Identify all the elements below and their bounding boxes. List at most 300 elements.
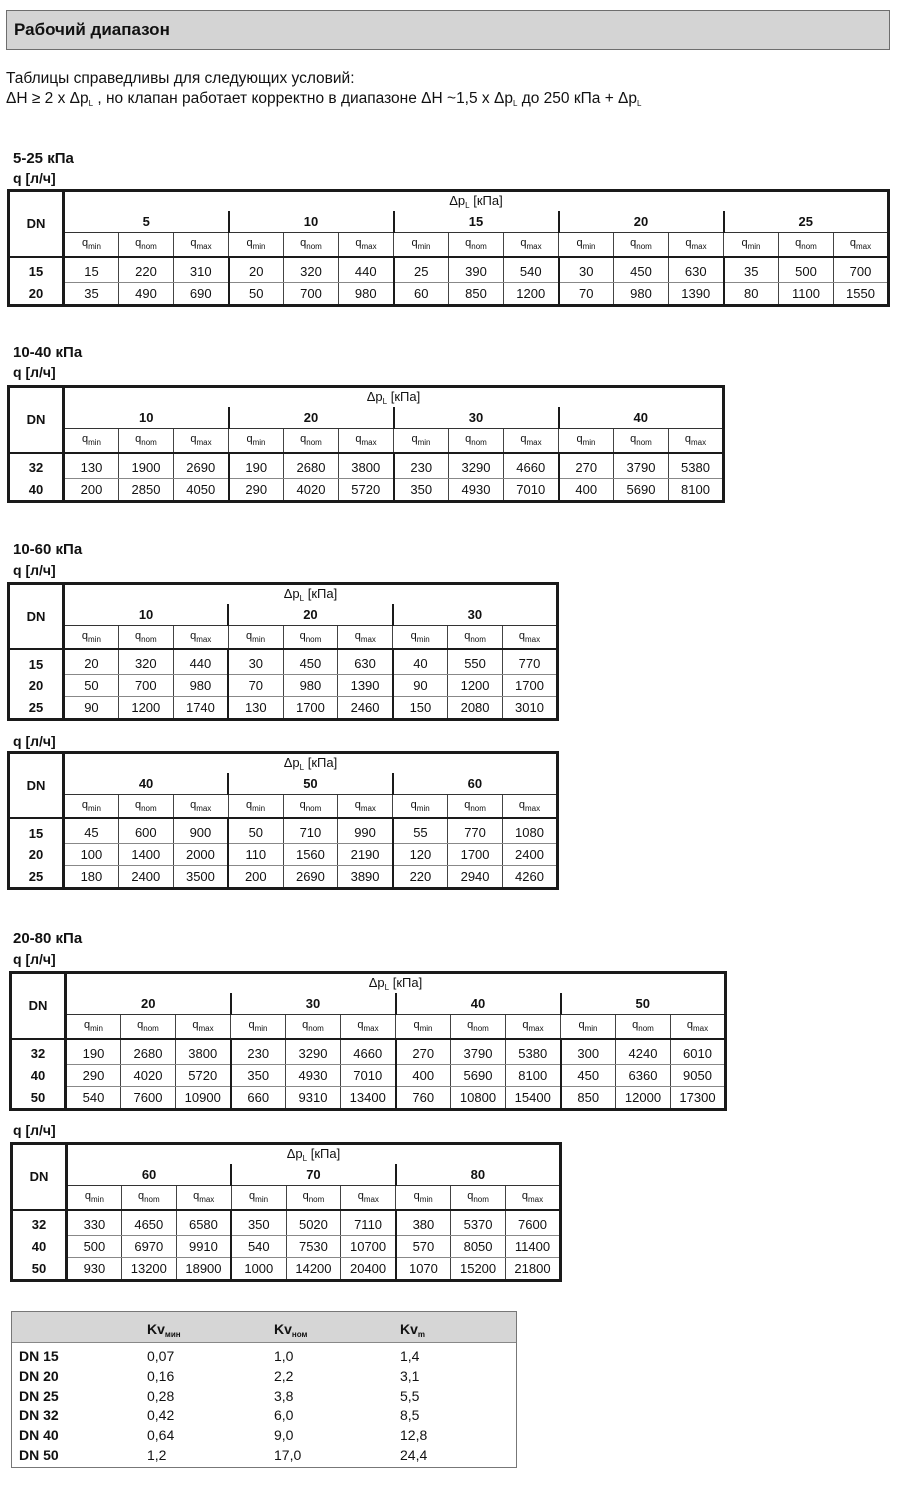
q-max-header: $q_{max}$	[339, 428, 394, 453]
value-cell: 30	[228, 649, 283, 674]
q-max-header: $q_{max}$	[506, 1185, 561, 1210]
dn-cell: 25	[9, 866, 64, 889]
q-max-header: $q_{max}$	[338, 794, 393, 818]
value-cell: 4260	[503, 866, 558, 889]
q-min-header: $q_{min}$	[228, 794, 283, 818]
q-max-header: $q_{max}$	[503, 794, 558, 818]
q-nom-header: $q_{nom}$	[118, 794, 173, 818]
value-cell: 15400	[506, 1086, 561, 1109]
value-cell: 7600	[506, 1210, 561, 1236]
value-cell: 3790	[614, 453, 669, 479]
q-min-header: $q_{min}$	[64, 794, 119, 818]
value-cell: 13200	[121, 1257, 176, 1280]
value-cell: 4660	[504, 453, 559, 479]
kv-value-cell: 6,0	[274, 1407, 294, 1424]
value-cell: 700	[284, 282, 339, 305]
value-cell: 220	[119, 257, 174, 283]
pressure-group-header: 60	[67, 1164, 232, 1185]
value-cell: 450	[561, 1065, 616, 1087]
value-cell: 630	[669, 257, 724, 283]
value-cell: 18900	[176, 1257, 231, 1280]
dpl-header: $\Delta p_L$ [кПа]	[449, 192, 503, 210]
value-cell: 990	[338, 818, 393, 843]
q-unit-label: q [л/ч]	[13, 364, 56, 380]
q-max-header: $q_{max}$	[503, 625, 558, 649]
value-cell: 20400	[341, 1257, 396, 1280]
q-min-header: $q_{min}$	[393, 794, 448, 818]
q-max-header: $q_{max}$	[176, 1185, 231, 1210]
q-min-header: $q_{min}$	[393, 625, 448, 649]
q-max-header: $q_{max}$	[504, 428, 559, 453]
value-cell: 120	[393, 844, 448, 866]
value-cell: 980	[283, 675, 338, 697]
pressure-group-header: 10	[229, 211, 394, 232]
dpl-header: $\Delta p_L$ [кПа]	[283, 585, 338, 603]
value-cell: 8050	[451, 1236, 506, 1258]
value-cell: 45	[64, 818, 119, 843]
dn-cell: 40	[9, 478, 64, 501]
kv-header-nom: $Kv_{ном}$	[274, 1321, 308, 1339]
value-cell: 7110	[341, 1210, 396, 1236]
value-cell: 100	[64, 844, 119, 866]
q-nom-header: $q_{nom}$	[121, 1014, 176, 1039]
q-unit-label: q [л/ч]	[13, 562, 56, 578]
pressure-group-header: 10	[64, 407, 229, 428]
kv-header-min: $Kv_{мин}$	[147, 1321, 181, 1339]
value-cell: 1070	[396, 1257, 451, 1280]
q-nom-header: $q_{nom}$	[616, 1014, 671, 1039]
pressure-group-header: 15	[394, 211, 559, 232]
table-row	[12, 1210, 561, 1236]
value-cell: 3800	[339, 453, 394, 479]
q-nom-header: $q_{nom}$	[448, 794, 503, 818]
value-cell: 320	[118, 649, 173, 674]
value-cell: 2400	[118, 866, 173, 889]
pressure-group-header: 20	[559, 211, 724, 232]
value-cell: 2080	[448, 697, 503, 720]
value-cell: 9910	[176, 1236, 231, 1258]
value-cell: 850	[449, 282, 504, 305]
value-cell: 90	[64, 697, 119, 720]
value-cell: 930	[67, 1257, 122, 1280]
value-cell: 110	[228, 844, 283, 866]
kv-dn-cell: DN 20	[19, 1367, 59, 1384]
value-cell: 540	[504, 257, 559, 283]
q-max-header: $q_{max}$	[176, 1014, 231, 1039]
value-cell: 290	[66, 1065, 121, 1087]
dn-header: DN	[12, 1144, 67, 1210]
pressure-group-header: 60	[393, 773, 558, 794]
table-row	[12, 1257, 561, 1280]
value-cell: 5690	[614, 478, 669, 501]
value-cell: 7010	[504, 478, 559, 501]
flow-table-5-25	[7, 189, 890, 307]
value-cell: 4930	[286, 1065, 341, 1087]
value-cell: 230	[231, 1039, 286, 1065]
value-cell: 290	[229, 478, 284, 501]
dn-cell: 40	[12, 1236, 67, 1258]
pressure-group-header: 25	[724, 211, 889, 232]
value-cell: 15	[64, 257, 119, 283]
kv-value-cell: 0,07	[147, 1348, 175, 1364]
q-min-header: $q_{min}$	[561, 1014, 616, 1039]
q-min-header: $q_{min}$	[67, 1185, 122, 1210]
table-row	[9, 675, 558, 697]
value-cell: 1390	[669, 282, 724, 305]
q-min-header: $q_{min}$	[394, 428, 449, 453]
value-cell: 1400	[118, 844, 173, 866]
section-header	[6, 10, 890, 50]
value-cell: 770	[503, 649, 558, 674]
value-cell: 190	[66, 1039, 121, 1065]
value-cell: 440	[173, 649, 228, 674]
q-nom-header: $q_{nom}$	[284, 232, 339, 257]
q-min-header: $q_{min}$	[228, 625, 283, 649]
value-cell: 20	[229, 257, 284, 283]
value-cell: 70	[228, 675, 283, 697]
q-max-header: $q_{max}$	[338, 625, 393, 649]
q-min-header: $q_{min}$	[231, 1185, 286, 1210]
value-cell: 1200	[448, 675, 503, 697]
value-cell: 330	[67, 1210, 122, 1236]
value-cell: 5380	[669, 453, 724, 479]
value-cell: 760	[396, 1086, 451, 1109]
table-row	[9, 649, 558, 674]
value-cell: 12000	[616, 1086, 671, 1109]
kv-value-cell: 0,42	[147, 1407, 175, 1424]
kv-value-cell: 17,0	[274, 1447, 302, 1463]
value-cell: 9310	[286, 1086, 341, 1109]
q-max-header: $q_{max}$	[341, 1014, 396, 1039]
q-max-header: $q_{max}$	[173, 794, 228, 818]
q-nom-header: $q_{nom}$	[286, 1014, 341, 1039]
value-cell: 4240	[616, 1039, 671, 1065]
value-cell: 1200	[504, 282, 559, 305]
pressure-group-header: 50	[561, 993, 726, 1014]
kv-value-cell: 5,5	[400, 1387, 420, 1404]
value-cell: 3010	[503, 697, 558, 720]
q-max-header: $q_{max}$	[174, 428, 229, 453]
q-nom-header: $q_{nom}$	[119, 428, 174, 453]
value-cell: 8100	[506, 1065, 561, 1087]
q-nom-header: $q_{nom}$	[779, 232, 834, 257]
value-cell: 55	[393, 818, 448, 843]
q-nom-header: $q_{nom}$	[286, 1185, 341, 1210]
dpl-header: $\Delta p_L$ [кПа]	[286, 1145, 341, 1163]
table-row	[11, 1065, 726, 1087]
kv-header-m: $Kv_m$	[400, 1321, 426, 1339]
value-cell: 3500	[173, 866, 228, 889]
q-nom-header: $q_{nom}$	[119, 232, 174, 257]
value-cell: 6360	[616, 1065, 671, 1087]
table-row	[9, 453, 724, 479]
value-cell: 50	[229, 282, 284, 305]
value-cell: 5720	[339, 478, 394, 501]
q-min-header: $q_{min}$	[724, 232, 779, 257]
q-nom-header: $q_{nom}$	[121, 1185, 176, 1210]
kv-dn-cell: DN 40	[19, 1427, 59, 1444]
pressure-group-header: 50	[228, 773, 393, 794]
value-cell: 4050	[174, 478, 229, 501]
dn-cell: 15	[9, 818, 64, 843]
q-nom-header: $q_{nom}$	[283, 794, 338, 818]
table-row	[9, 866, 558, 889]
value-cell: 690	[174, 282, 229, 305]
flow-table-10-60-part-1	[7, 582, 559, 721]
q-max-header: $q_{max}$	[834, 232, 889, 257]
value-cell: 2190	[338, 844, 393, 866]
q-unit-label: q [л/ч]	[13, 733, 56, 749]
q-min-header: $q_{min}$	[64, 232, 119, 257]
kv-value-cell: 2,2	[274, 1367, 294, 1384]
kv-value-cell: 9,0	[274, 1427, 294, 1444]
value-cell: 1000	[231, 1257, 286, 1280]
table-row	[11, 1039, 726, 1065]
q-min-header: $q_{min}$	[559, 232, 614, 257]
kv-dn-cell: DN 15	[19, 1348, 59, 1364]
section-title-10-60: 10-60 кПа	[13, 541, 83, 558]
value-cell: 770	[448, 818, 503, 843]
dn-cell: 50	[11, 1086, 66, 1109]
value-cell: 900	[173, 818, 228, 843]
value-cell: 220	[393, 866, 448, 889]
pressure-group-header: 70	[231, 1164, 396, 1185]
pressure-group-header: 30	[393, 604, 558, 625]
kv-value-cell: 1,2	[147, 1447, 167, 1463]
value-cell: 35	[724, 257, 779, 283]
value-cell: 70	[559, 282, 614, 305]
kv-dn-cell: DN 50	[19, 1447, 59, 1463]
value-cell: 230	[394, 453, 449, 479]
value-cell: 270	[396, 1039, 451, 1065]
conditions-line-2: ΔH ≥ 2 x $\Delta p_L$ , но клапан работает корректно в диапазоне ΔH ~1,5 x $\Delta p_L$ до 250 кПа + $\Delta p_L$	[6, 90, 642, 108]
value-cell: 400	[396, 1065, 451, 1087]
kv-value-cell: 24,4	[400, 1447, 428, 1463]
value-cell: 4660	[341, 1039, 396, 1065]
value-cell: 2850	[119, 478, 174, 501]
value-cell: 4020	[284, 478, 339, 501]
value-cell: 3290	[449, 453, 504, 479]
q-unit-label: q [л/ч]	[13, 951, 56, 967]
kv-value-cell: 0,16	[147, 1367, 175, 1384]
value-cell: 25	[394, 257, 449, 283]
value-cell: 1700	[448, 844, 503, 866]
value-cell: 450	[614, 257, 669, 283]
dn-cell: 15	[9, 649, 64, 674]
value-cell: 630	[338, 649, 393, 674]
dn-cell: 50	[12, 1257, 67, 1280]
dn-header: DN	[11, 973, 66, 1039]
kv-value-cell: 3,8	[274, 1387, 294, 1404]
table-row	[9, 282, 889, 305]
value-cell: 500	[779, 257, 834, 283]
value-cell: 30	[559, 257, 614, 283]
value-cell: 1080	[503, 818, 558, 843]
value-cell: 200	[64, 478, 119, 501]
q-min-header: $q_{min}$	[396, 1014, 451, 1039]
pressure-group-header: 40	[64, 773, 229, 794]
value-cell: 2400	[503, 844, 558, 866]
pressure-group-header: 10	[64, 604, 229, 625]
dn-cell: 32	[9, 453, 64, 479]
value-cell: 440	[339, 257, 394, 283]
kv-value-cell: 8,5	[400, 1407, 420, 1424]
value-cell: 20	[64, 649, 119, 674]
q-max-header: $q_{max}$	[339, 232, 394, 257]
value-cell: 350	[231, 1210, 286, 1236]
pressure-group-header: 20	[229, 407, 394, 428]
dn-cell: 20	[9, 282, 64, 305]
value-cell: 1560	[283, 844, 338, 866]
value-cell: 1700	[283, 697, 338, 720]
dpl-header: $\Delta p_L$ [кПа]	[283, 754, 338, 772]
value-cell: 35	[64, 282, 119, 305]
q-nom-header: $q_{nom}$	[614, 232, 669, 257]
section-title-20-80: 20-80 кПа	[13, 930, 83, 947]
value-cell: 6580	[176, 1210, 231, 1236]
section-title-10-40: 10-40 кПа	[13, 344, 83, 361]
value-cell: 320	[284, 257, 339, 283]
value-cell: 390	[449, 257, 504, 283]
q-max-header: $q_{max}$	[669, 232, 724, 257]
q-max-header: $q_{max}$	[341, 1185, 396, 1210]
dn-cell: 40	[11, 1065, 66, 1087]
value-cell: 700	[118, 675, 173, 697]
q-min-header: $q_{min}$	[229, 428, 284, 453]
table-row	[9, 697, 558, 720]
q-nom-header: $q_{nom}$	[451, 1014, 506, 1039]
value-cell: 380	[396, 1210, 451, 1236]
value-cell: 600	[118, 818, 173, 843]
value-cell: 490	[119, 282, 174, 305]
value-cell: 190	[229, 453, 284, 479]
pressure-group-header: 80	[396, 1164, 561, 1185]
q-max-header: $q_{max}$	[174, 232, 229, 257]
value-cell: 40	[393, 649, 448, 674]
value-cell: 1700	[503, 675, 558, 697]
table-row	[9, 478, 724, 501]
table-row	[9, 257, 889, 283]
value-cell: 5720	[176, 1065, 231, 1087]
kv-dn-cell: DN 25	[19, 1387, 59, 1404]
value-cell: 5020	[286, 1210, 341, 1236]
dn-header: DN	[9, 753, 64, 819]
value-cell: 50	[64, 675, 119, 697]
q-min-header: $q_{min}$	[64, 428, 119, 453]
q-min-header: $q_{min}$	[396, 1185, 451, 1210]
value-cell: 270	[559, 453, 614, 479]
kv-value-cell: 0,28	[147, 1387, 175, 1404]
value-cell: 10700	[341, 1236, 396, 1258]
kv-value-cell: 1,0	[274, 1348, 294, 1364]
value-cell: 550	[448, 649, 503, 674]
table-row	[12, 1236, 561, 1258]
page-title: Рабочий диапазон	[14, 20, 170, 39]
dn-cell: 20	[9, 675, 64, 697]
q-min-header: $q_{min}$	[64, 625, 119, 649]
table-row	[9, 844, 558, 866]
dpl-header: $\Delta p_L$ [кПа]	[366, 388, 421, 406]
pressure-group-header: 30	[394, 407, 559, 428]
value-cell: 5370	[451, 1210, 506, 1236]
pressure-group-header: 20	[228, 604, 393, 625]
value-cell: 1740	[173, 697, 228, 720]
value-cell: 130	[228, 697, 283, 720]
value-cell: 3800	[176, 1039, 231, 1065]
value-cell: 1550	[834, 282, 889, 305]
value-cell: 150	[393, 697, 448, 720]
pressure-group-header: 5	[64, 211, 229, 232]
q-min-header: $q_{min}$	[229, 232, 284, 257]
value-cell: 7600	[121, 1086, 176, 1109]
value-cell: 2940	[448, 866, 503, 889]
kv-value-cell: 12,8	[400, 1427, 428, 1444]
flow-table-20-80-part-1	[9, 971, 727, 1111]
value-cell: 10800	[451, 1086, 506, 1109]
dn-header: DN	[9, 584, 64, 650]
value-cell: 700	[834, 257, 889, 283]
q-max-header: $q_{max}$	[669, 428, 724, 453]
value-cell: 2000	[173, 844, 228, 866]
q-nom-header: $q_{nom}$	[451, 1185, 506, 1210]
value-cell: 310	[174, 257, 229, 283]
value-cell: 980	[173, 675, 228, 697]
value-cell: 1200	[118, 697, 173, 720]
value-cell: 710	[283, 818, 338, 843]
kv-value-cell: 3,1	[400, 1367, 420, 1384]
value-cell: 3790	[451, 1039, 506, 1065]
value-cell: 14200	[286, 1257, 341, 1280]
dn-cell: 32	[11, 1039, 66, 1065]
kv-dn-cell: DN 32	[19, 1407, 59, 1424]
value-cell: 5690	[451, 1065, 506, 1087]
flow-table-10-60-part-2	[7, 751, 559, 890]
q-nom-header: $q_{nom}$	[614, 428, 669, 453]
value-cell: 540	[231, 1236, 286, 1258]
table-row	[9, 818, 558, 843]
value-cell: 570	[396, 1236, 451, 1258]
value-cell: 21800	[506, 1257, 561, 1280]
q-min-header: $q_{min}$	[231, 1014, 286, 1039]
value-cell: 2690	[283, 866, 338, 889]
value-cell: 8100	[669, 478, 724, 501]
value-cell: 3890	[338, 866, 393, 889]
value-cell: 400	[559, 478, 614, 501]
value-cell: 850	[561, 1086, 616, 1109]
kv-table-header	[12, 1312, 516, 1343]
value-cell: 980	[339, 282, 394, 305]
q-nom-header: $q_{nom}$	[449, 232, 504, 257]
pressure-group-header: 30	[231, 993, 396, 1014]
value-cell: 13400	[341, 1086, 396, 1109]
value-cell: 350	[394, 478, 449, 501]
q-nom-header: $q_{nom}$	[284, 428, 339, 453]
value-cell: 2680	[121, 1039, 176, 1065]
dn-cell: 20	[9, 844, 64, 866]
q-max-header: $q_{max}$	[504, 232, 559, 257]
value-cell: 17300	[671, 1086, 726, 1109]
value-cell: 60	[394, 282, 449, 305]
value-cell: 540	[66, 1086, 121, 1109]
value-cell: 6970	[121, 1236, 176, 1258]
value-cell: 50	[228, 818, 283, 843]
q-nom-header: $q_{nom}$	[449, 428, 504, 453]
dn-cell: 15	[9, 257, 64, 283]
conditions-line-1: Таблицы справедливы для следующих условий:	[6, 70, 355, 87]
q-min-header: $q_{min}$	[394, 232, 449, 257]
value-cell: 9050	[671, 1065, 726, 1087]
value-cell: 6010	[671, 1039, 726, 1065]
